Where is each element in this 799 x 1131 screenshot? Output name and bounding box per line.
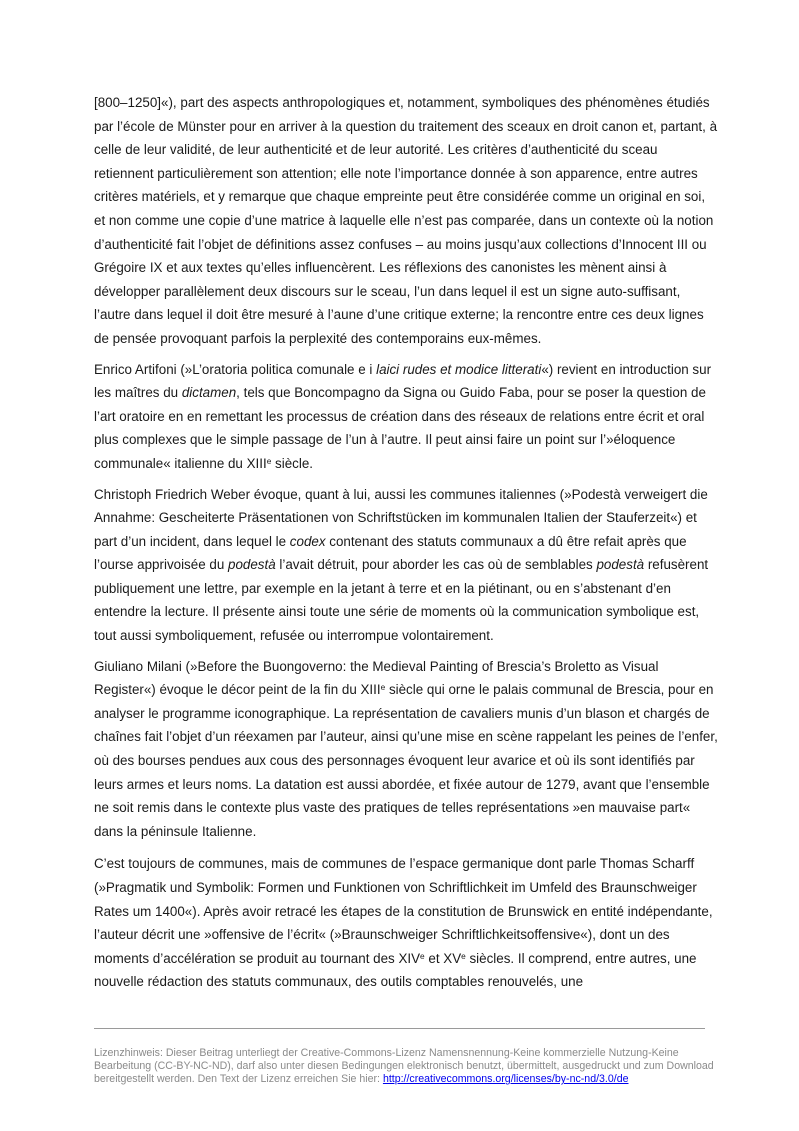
text-run: Christoph Friedrich Weber évoque, quant à lui, aussi les communes italiennes (»Podestà verweigert die Annahme: Gescheiterte Präsentationen von Schriftstücken im kommunalen Italien der Stauferzeit«) et part d’un incident, dans lequel le [94, 486, 708, 549]
superscript: e [380, 682, 386, 693]
footer-divider [94, 1028, 705, 1029]
italic-run: dictamen [181, 385, 237, 401]
text-run: contenant des statuts communaux a dû être refait après que l’ourse apprivoisée du [94, 533, 687, 573]
text-run: , tels que Boncompagno da Signa ou Guido Faba, pour se poser la question de l’art oratoire en en remettant les processus de création dans des réseaux de relations entre écrit et oral plus complexes que le simple passage de l’un à l’autre. Il peut ainsi faire un point sur l’»éloquence communale« italienne du XIII [94, 385, 706, 471]
text-run: siècles. Il comprend, entre autres, une nouvelle rédaction des statuts communaux, des outils comptables renouvelés, une [94, 950, 697, 990]
italic-run: podestà [596, 557, 645, 573]
text-run: Enrico Artifoni (»L’oratoria politica comunale e i [94, 361, 377, 377]
paragraph-3 [94, 483, 719, 648]
paragraph-5 [94, 852, 719, 994]
italic-run: podestà [228, 557, 276, 573]
superscript: e [420, 950, 425, 961]
main-text [94, 91, 719, 994]
paragraph-4 [94, 655, 719, 844]
superscript: e [266, 455, 272, 466]
italic-run: codex [289, 533, 326, 549]
text-run: l’avait détruit, pour aborder les cas où de semblables [275, 557, 597, 573]
license-text: Lizenzhinweis: Dieser Beitrag unterliegt der Creative-Commons-Lizenz Namensnennung-Keine kommerzielle Nutzung-Keine Bearbeitung (CC-BY-NC-ND), darf also unter diesen Bedingungen elektronisch benutzt, übermittelt, ausgedruckt und zum Download bereitgestellt werden. Den Text der Lizenz erreichen Sie hier: [94, 1047, 714, 1085]
text-run: [800–1250]«), part des aspects anthropologiques et, notamment, symboliques des phénomènes étudiés par l’école de Münster pour en arriver à la question du traitement des sceaux en droit canon et, partant, à celle de leur validité, de leur authenticité et de leur autorité. Les critères d’authenticité du sceau retiennent particulièrement son attention; elle note l’importance donnée à son apparence, entre autres critères matériels, et y remarque que chaque empreinte peut être considérée comme un original en soi, et non comme une copie d’une matrice à laquelle elle n’est pas comparée, dans un contexte où la notion d’authenticité fait l’objet de définitions assez confuses – au moins jusqu’aux collections d’Innocent III ou Grégoire IX et aux textes qu’elles influencèrent. Les réflexions des canonistes les mènent ainsi à développer parallèlement deux discours sur le sceau, l’un dans lequel il est un signe auto-suffisant, l’autre dans lequel il doit être mesuré à l’aune d’une critique externe; la rencontre entre ces deux lignes de pensée provoquant parfois la perplexité des contemporains eux-mêmes. [94, 95, 718, 346]
paragraph-1 [94, 91, 719, 351]
text-run: siècle. [271, 455, 314, 471]
text-run: Giuliano Milani (»Before the Buongoverno: the Medieval Painting of Brescia’s Broletto as Visual Register«) évoque le décor peint de la fin du XIII [94, 658, 659, 698]
license-footer [94, 1047, 719, 1086]
license-link[interactable]: http://creativecommons.org/licenses/by-nc-nd/3.0/de [382, 1073, 629, 1085]
italic-run: laici rudes et modice litterati [376, 361, 542, 377]
paragraph-2 [94, 358, 719, 476]
text-run: siècle qui orne le palais communal de Brescia, pour en analyser le programme iconographique. La représentation de cavaliers munis d’un blason et chargés de chaînes fait l’objet d’un réexamen par l’auteur, ainsi qu’une mise en scène rappelant les peines de l’enfer, où des bourses pendues aux cous des personnages évoquent leur avarice et où ils sont identifiés par leurs armes et leurs noms. La datation est aussi abordée, et fixée autour de 1279, avant que l’ensemble ne soit remis dans le contexte plus vaste des pratiques de telles représentations »en mauvaise part« dans la péninsule Italienne. [94, 682, 718, 839]
superscript: e [461, 950, 466, 961]
text-run: C’est toujours de communes, mais de communes de l’espace germanique dont parle Thomas Scharff (»Pragmatik und Symbolik: Formen und Funktionen von Schriftlichkeit im Umfeld des Braunschweiger Rates um 1400«). Après avoir retracé les étapes de la constitution de Brunswick en entité indépendante, l’auteur décrit une »offensive de l’écrit« (»Braunschweiger Schriftlichkeitsoffensive«), dont un des moments d’accélération se produit au tournant des XIV [94, 856, 713, 966]
text-run: et XV [424, 950, 462, 966]
text-run: refusèrent publiquement une lettre, par exemple en la jetant à terre et en la piétinant, ou en s’abstenant d’en entendre la lecture. Il présente ainsi toute une série de moments où la communication symbolique est, tout aussi symboliquement, refusée ou interrompue volontairement. [94, 557, 709, 644]
text-run: «) revient en introduction sur les maîtres du [94, 361, 712, 401]
